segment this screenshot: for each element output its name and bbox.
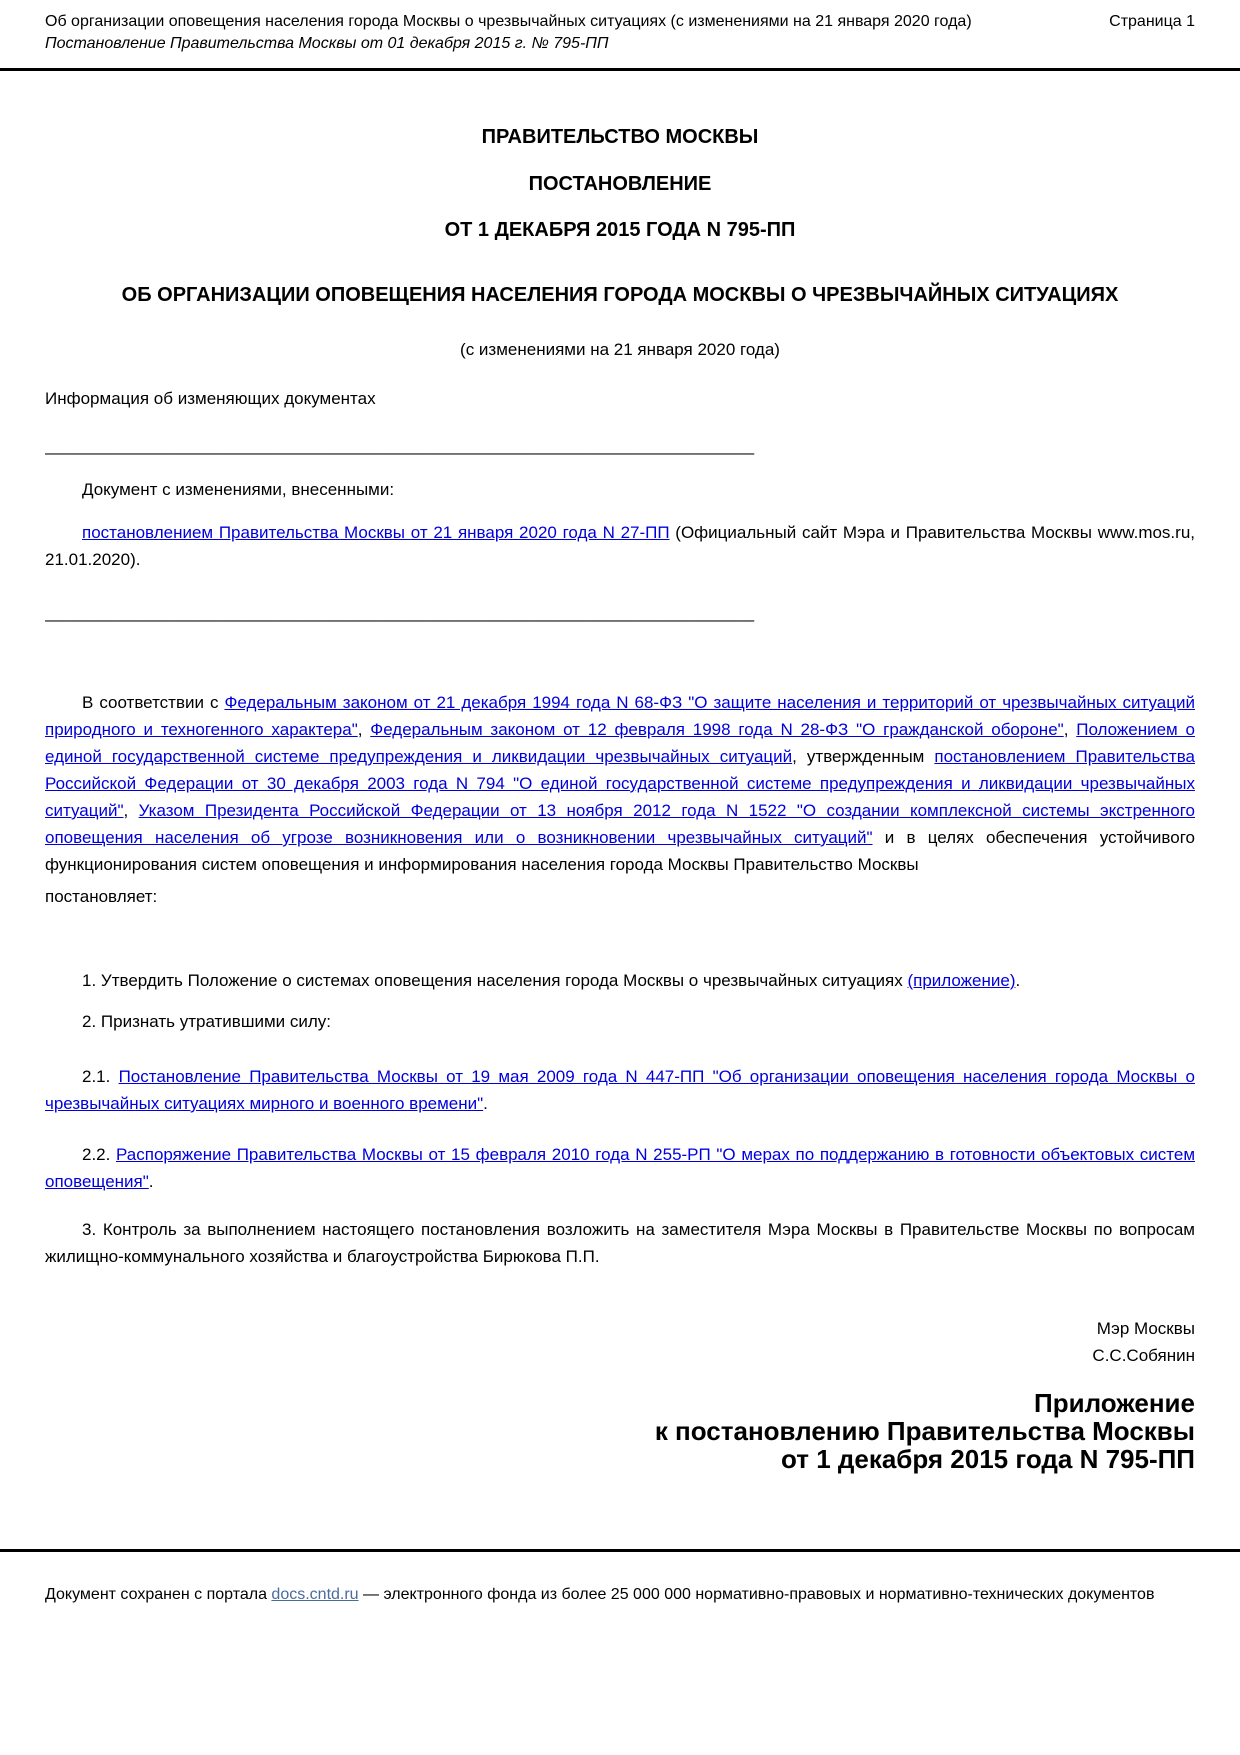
document-body [45, 123, 1195, 1473]
amendment-paragraph [45, 519, 1195, 573]
footer-divider [0, 1549, 1240, 1552]
signature-block [45, 1315, 1195, 1369]
amendments-intro: Документ с изменениями, внесенными: [82, 480, 395, 499]
separator-line-bottom: ___________________________________________________________________________ [45, 603, 755, 622]
text-segment: 3. Контроль за выполнением настоящего постановления возложить на заместителя Мэра Москвы в Правительстве Москвы по вопросам жилищно-коммунального хозяйства и благоустройства Бирюкова П.П. [45, 1220, 1195, 1266]
item-1-paragraph [45, 967, 1195, 994]
signature-name: С.С.Собянин [1092, 1346, 1195, 1365]
document-link[interactable]: Федеральным законом от 21 декабря 1994 года N 68-ФЗ "О защите населения и территорий от чрезвычайных ситуаций природного и техногенного характера" [45, 693, 1195, 739]
document-link[interactable]: Указом Президента Российской Федерации от 13 ноября 2012 года N 1522 "О создании комплексной системы экстренного оповещения населения об угрозе возникновения или о возникновении чрезвычайных ситуаций" [45, 801, 1195, 847]
resolves-label: постановляет: [45, 887, 158, 906]
appendix-heading-line1: Приложение [1034, 1388, 1195, 1418]
item-2-paragraph [45, 1008, 1195, 1035]
page-footer [45, 1582, 1170, 1607]
info-section-heading: Информация об изменяющих документах [45, 389, 376, 408]
footer-portal-link[interactable]: docs.cntd.ru [271, 1586, 359, 1603]
document-link[interactable]: Положением о единой государственной системе предупреждения и ликвидации чрезвычайных ситуаций [45, 720, 1195, 766]
document-link[interactable]: постановлением Правительства Российской Федерации от 30 декабря 2003 года N 794 "О единой государственной системе предупреждения и ликвидации чрезвычайных ситуаций" [45, 747, 1195, 820]
document-link[interactable]: постановлением Правительства Москвы от 21 января 2020 года N 27-ПП [82, 523, 670, 542]
footer-text-before: Документ сохранен с портала [45, 1586, 272, 1603]
text-segment: , [357, 720, 371, 739]
amendment-note: (с изменениями на 21 января 2020 года) [460, 340, 780, 359]
text-segment: и в целях обеспечения устойчивого функционирования систем оповещения и информирования населения города Москвы Правительство Москвы [45, 828, 1195, 874]
item-2-1-paragraph [45, 1063, 1195, 1117]
text-segment: 1. Утвердить Положение о системах оповещения населения города Москвы о чрезвычайных ситуациях [82, 971, 908, 990]
signature-position: Мэр Москвы [1096, 1319, 1195, 1338]
appendix-heading [45, 1389, 1195, 1473]
text-segment: . [1015, 971, 1021, 990]
text-segment: 2.1. [82, 1067, 119, 1086]
footer-text-after: — электронного фонда из более 25 000 000 нормативно-правовых и нормативно-технических документов [358, 1586, 1155, 1603]
text-segment: , утвержденным [792, 747, 935, 766]
text-segment: В соответствии с [82, 693, 225, 712]
title-doc-date: ОТ 1 ДЕКАБРЯ 2015 ГОДА N 795-ПП [444, 219, 796, 241]
appendix-heading-line3: от 1 декабря 2015 года N 795-ПП [781, 1444, 1195, 1474]
text-segment: . [148, 1172, 154, 1191]
document-link[interactable]: Постановление Правительства Москвы от 19 мая 2009 года N 447-ПП "Об организации оповещения населения города Москвы о чрезвычайных ситуациях мирного и военного времени" [45, 1067, 1195, 1113]
text-segment: , [1063, 720, 1077, 739]
text-segment: (Официальный сайт Мэра и Правительства Москвы www.mos.ru, 21.01.2020). [45, 523, 1195, 569]
document-link[interactable]: (приложение) [907, 971, 1016, 990]
header-left-block [45, 12, 972, 54]
item-2-2-paragraph [45, 1141, 1195, 1195]
header-doc-subtitle: Постановление Правительства Москвы от 01 декабря 2015 г. № 795-ПП [45, 35, 609, 52]
page-header [45, 0, 1195, 54]
title-doc-type: ПОСТАНОВЛЕНИЕ [528, 173, 712, 195]
document-link[interactable]: Федеральным законом от 12 февраля 1998 года N 28-ФЗ "О гражданской обороне" [370, 720, 1064, 739]
appendix-heading-line2: к постановлению Правительства Москвы [654, 1416, 1195, 1446]
item-3-paragraph [45, 1216, 1195, 1270]
text-segment: . [483, 1094, 488, 1113]
document-link[interactable]: Распоряжение Правительства Москвы от 15 февраля 2010 года N 255-РП "О мерах по поддержанию в готовности объектовых систем оповещения" [45, 1145, 1195, 1191]
text-segment: , [123, 801, 139, 820]
title-subject: ОБ ОРГАНИЗАЦИИ ОПОВЕЩЕНИЯ НАСЕЛЕНИЯ ГОРОДА МОСКВЫ О ЧРЕЗВЫЧАЙНЫХ СИТУАЦИЯХ [121, 284, 1119, 306]
separator-line-top: ___________________________________________________________________________ [45, 436, 755, 455]
preamble-paragraph [45, 689, 1195, 878]
page-number-label: Страница 1 [1109, 13, 1195, 30]
title-government: ПРАВИТЕЛЬСТВО МОСКВЫ [481, 126, 759, 148]
text-segment: 2.2. [82, 1145, 117, 1164]
text-segment: 2. Признать утратившими силу: [82, 1012, 332, 1031]
header-doc-title: Об организации оповещения населения города Москвы о чрезвычайных ситуациях (с изменениями на 21 января 2020 года) [45, 13, 972, 30]
header-divider [0, 68, 1240, 71]
